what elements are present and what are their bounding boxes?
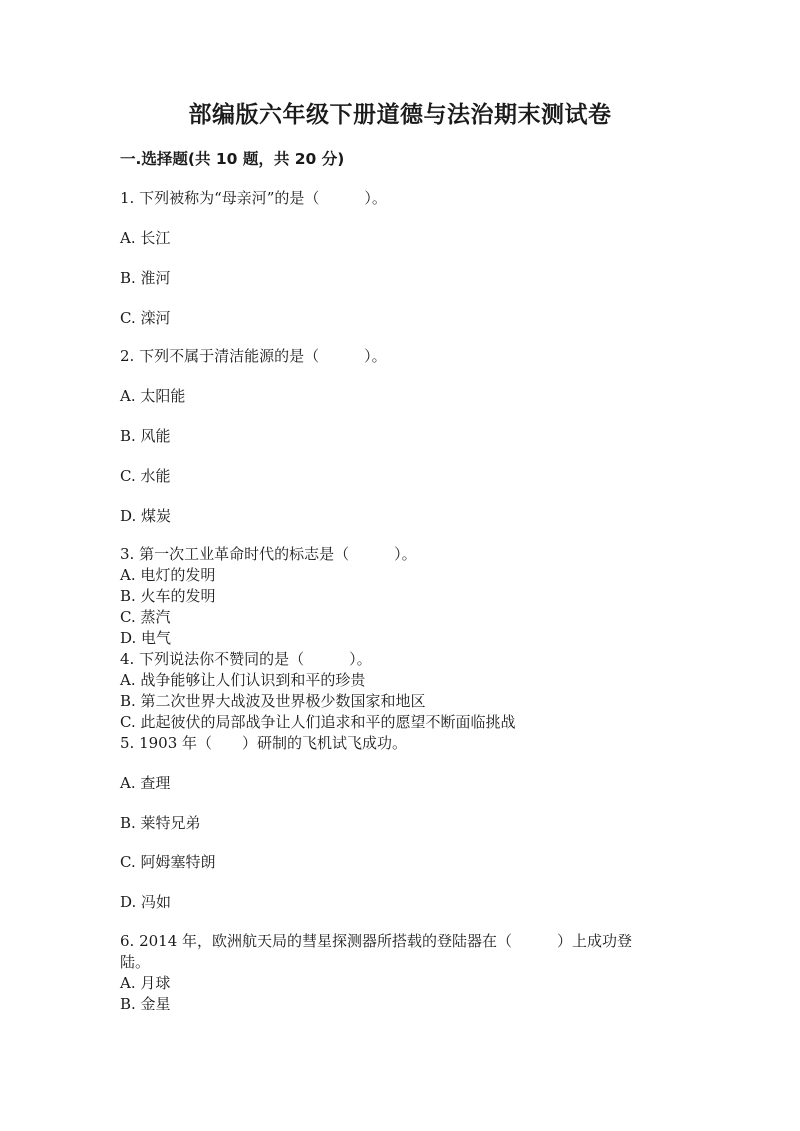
question-2-option-c[interactable]: C. 水能 xyxy=(120,467,171,485)
question-5-option-b[interactable]: B. 莱特兄弟 xyxy=(120,814,201,832)
question-5-option-a[interactable]: A. 查理 xyxy=(120,774,171,792)
question-4-option-a[interactable]: A. 战争能够让人们认识到和平的珍贵 xyxy=(120,671,366,689)
question-3-option-c[interactable]: C. 蒸汽 xyxy=(120,608,171,626)
question-1-option-a[interactable]: A. 长江 xyxy=(120,229,171,247)
question-6-option-b[interactable]: B. 金星 xyxy=(120,995,171,1013)
question-4-option-b[interactable]: B. 第二次世界大战波及世界极少数国家和地区 xyxy=(120,692,426,710)
question-1-stem: 1. 下列被称为“母亲河”的是（ ）。 xyxy=(120,189,387,207)
question-6-option-a[interactable]: A. 月球 xyxy=(120,974,171,992)
question-6-stem-continued: 陆。 xyxy=(120,953,151,971)
question-2-option-b[interactable]: B. 风能 xyxy=(120,427,171,445)
question-2-option-d[interactable]: D. 煤炭 xyxy=(120,507,172,525)
question-5-option-c[interactable]: C. 阿姆塞特朗 xyxy=(120,853,216,871)
question-2-stem: 2. 下列不属于清洁能源的是（ ）。 xyxy=(120,347,387,365)
question-3-option-b[interactable]: B. 火车的发明 xyxy=(120,587,216,605)
question-4-stem: 4. 下列说法你不赞同的是（ ）。 xyxy=(120,650,372,668)
question-1-option-b[interactable]: B. 淮河 xyxy=(120,269,171,287)
question-3-option-a[interactable]: A. 电灯的发明 xyxy=(120,566,216,584)
question-1-option-c[interactable]: C. 滦河 xyxy=(120,309,171,327)
question-3-option-d[interactable]: D. 电气 xyxy=(120,629,172,647)
question-3-stem: 3. 第一次工业革命时代的标志是（ ）。 xyxy=(120,545,417,563)
page-title: 部编版六年级下册道德与法治期末测试卷 xyxy=(188,102,612,128)
question-6-stem: 6. 2014 年，欧洲航天局的彗星探测器所搭载的登陆器在（ ）上成功登 xyxy=(120,932,633,950)
question-5-stem: 5. 1903 年（ ）研制的飞机试飞成功。 xyxy=(120,734,408,752)
question-4-option-c[interactable]: C. 此起彼伏的局部战争让人们追求和平的愿望不断面临挑战 xyxy=(120,713,516,731)
question-2-option-a[interactable]: A. 太阳能 xyxy=(120,387,186,405)
question-5-option-d[interactable]: D. 冯如 xyxy=(120,893,172,911)
section-heading: 一.选择题(共 10 题，共 20 分) xyxy=(120,150,345,168)
